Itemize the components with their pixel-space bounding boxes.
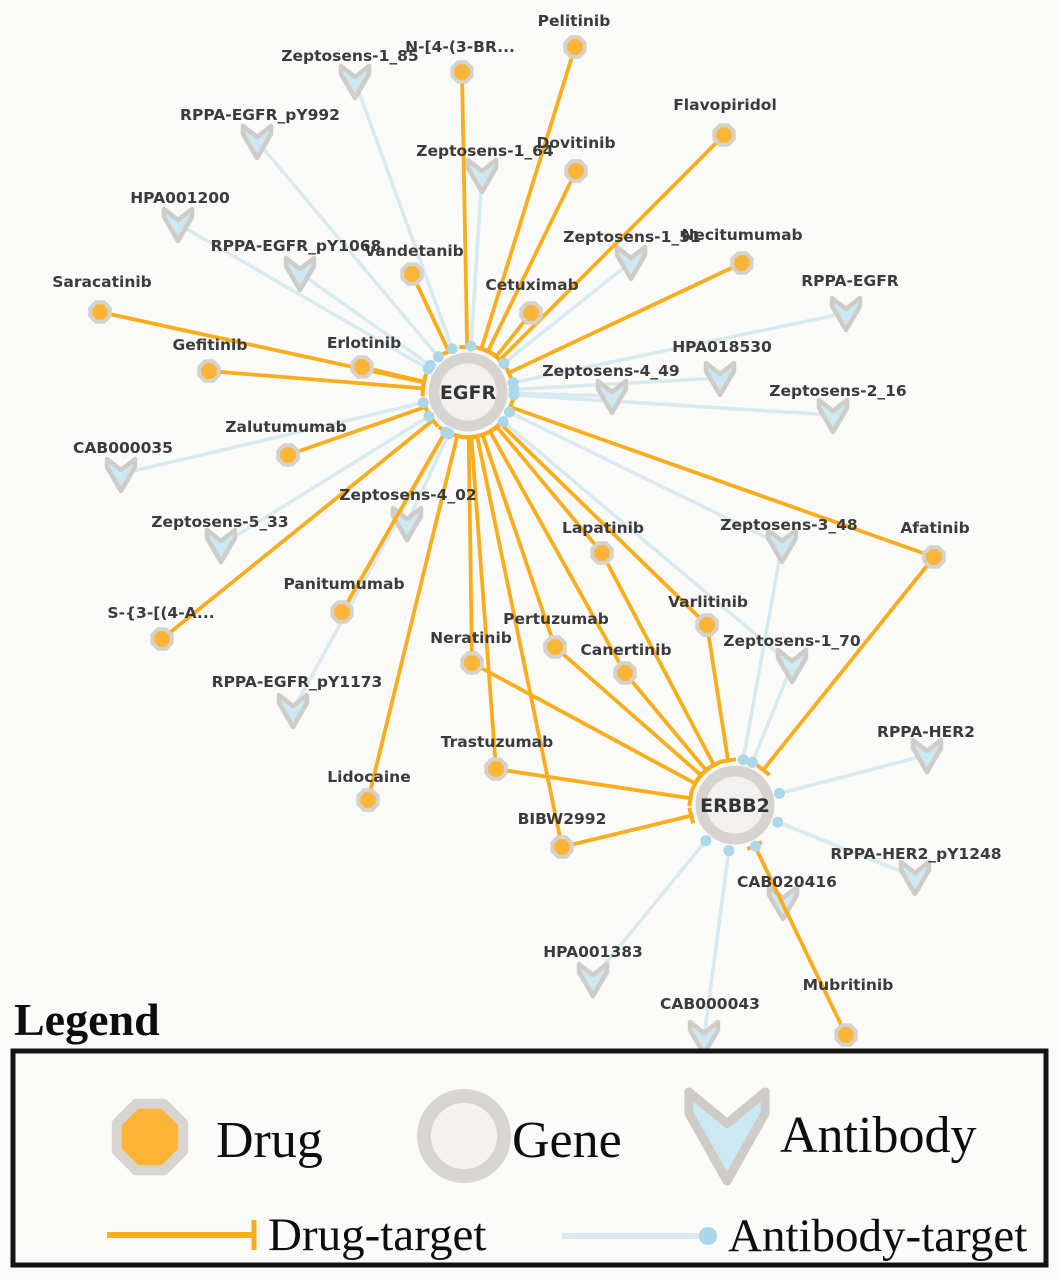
antibody-node-hpa001200[interactable] (164, 209, 192, 241)
edge-zeptosens_1_64-egfr (471, 175, 482, 346)
antibody-node-rppa_her2[interactable] (913, 740, 941, 772)
drug-node-neratinib[interactable] (462, 653, 481, 672)
legend-gene-label: Gene (512, 1112, 622, 1169)
edge-dot-zeptosens_1_51 (498, 358, 509, 369)
drug-label-n4_3br: N-[4-(3-BR... (405, 38, 515, 56)
edge-tee-erlotinib (422, 374, 426, 390)
drug-label-lidocaine: Lidocaine (327, 768, 411, 786)
drug-label-erlotinib: Erlotinib (326, 334, 402, 352)
drug-node-bibw2992[interactable] (552, 837, 571, 856)
drug-label-pertuzumab: Pertuzumab (503, 610, 609, 628)
drug-node-flavopiridol[interactable] (714, 125, 733, 144)
antibody-node-zeptosens_1_64[interactable] (468, 160, 496, 192)
drug-label-mubritinib: Mubritinib (802, 976, 894, 994)
labels-layer (52, 12, 1001, 1013)
edge-dot-rppa_her2 (774, 788, 785, 799)
antibody-label-zeptosens_1_70: Zeptosens-1_70 (723, 632, 861, 650)
drug-label-dovitinib: Dovitinib (536, 134, 616, 152)
antibody-label-hpa001383: HPA001383 (543, 943, 643, 961)
antibody-node-zeptosens_3_48[interactable] (768, 530, 796, 562)
legend-title: Legend (14, 994, 160, 1045)
gene-swatch-icon (424, 1096, 504, 1176)
drug-node-pertuzumab[interactable] (545, 637, 564, 656)
edge-zeptosens_1_70-egfr (503, 422, 792, 665)
edge-dot-zeptosens_1_64 (465, 341, 476, 352)
drug-node-varlitinib[interactable] (697, 615, 716, 634)
drug-label-cetuximab: Cetuximab (485, 276, 579, 294)
edge-dot-cab000035 (418, 397, 429, 408)
edge-n4_3br-egfr (462, 72, 467, 347)
drug-node-cetuximab[interactable] (521, 303, 540, 322)
edge-dot-zeptosens_1_70 (498, 416, 509, 427)
drug-label-neratinib: Neratinib (430, 629, 512, 647)
edge-canertinib-erbb2 (625, 673, 706, 770)
antibody-node-rppa_her2_py1248[interactable] (901, 862, 929, 894)
edge-dot-cab000043 (723, 845, 734, 856)
edge-tee-trastuzumab (689, 790, 691, 806)
gene-label-egfr: EGFR (439, 382, 497, 404)
antibody-node-zeptosens_1_51[interactable] (617, 247, 645, 279)
drug-label-panitumumab: Panitumumab (283, 575, 405, 593)
drug-label-varlitinib: Varlitinib (667, 593, 749, 611)
drug-swatch-icon (117, 1104, 183, 1171)
drug-node-afatinib[interactable] (924, 547, 943, 566)
drug-node-trastuzumab[interactable] (486, 759, 505, 778)
drug-label-s3_4a: S-{3-[(4-A... (107, 604, 215, 622)
edge-dot-zeptosens_2_16 (508, 389, 519, 400)
legend-antibody-target-label: Antibody-target (728, 1210, 1028, 1262)
legend-drug-label: Drug (216, 1112, 323, 1169)
drug-node-necitumumab[interactable] (732, 253, 751, 272)
drug-label-saracatinib: Saracatinib (52, 273, 152, 291)
edge-dot-zeptosens_1_85 (447, 343, 458, 354)
edge-dot-zeptosens_1_70 (747, 757, 758, 768)
antibody-label-cab000035: CAB000035 (73, 439, 173, 457)
drug-label-bibw2992: BIBW2992 (517, 810, 607, 828)
drug-label-gefitinib: Gefitinib (172, 336, 248, 354)
antibody-node-zeptosens_2_16[interactable] (819, 400, 847, 432)
antibody-node-rppa_egfr[interactable] (832, 298, 860, 330)
drug-node-zalutumumab[interactable] (278, 445, 297, 464)
antibody-label-cab020416: CAB020416 (737, 873, 837, 891)
drug-node-vandetanib[interactable] (402, 264, 421, 283)
legend-antibody-label: Antibody (780, 1107, 977, 1164)
antibody-node-hpa001383[interactable] (579, 964, 607, 996)
drug-label-pelitinib: Pelitinib (537, 12, 611, 30)
antibody-label-zeptosens_1_64: Zeptosens-1_64 (416, 142, 554, 160)
edge-dot-zeptosens_5_33 (423, 411, 434, 422)
drug-node-erlotinib[interactable] (352, 357, 371, 376)
drug-label-zalutumumab: Zalutumumab (225, 418, 347, 436)
drug-node-gefitinib[interactable] (199, 361, 218, 380)
edge-dot-cab020416 (750, 841, 761, 852)
antibody-node-zeptosens_1_70[interactable] (778, 650, 806, 682)
antibody-node-zeptosens_5_33[interactable] (207, 530, 235, 562)
drug-node-n4_3br[interactable] (452, 62, 471, 81)
antibody-label-rppa_her2_py1248: RPPA-HER2_pY1248 (830, 845, 1002, 863)
antibody-label-rppa_egfr: RPPA-EGFR (801, 272, 899, 290)
antibody-node-zeptosens_1_85[interactable] (341, 66, 369, 98)
antibody-label-zeptosens_1_51: Zeptosens-1_51 (563, 228, 701, 246)
antibody-label-rppa_her2: RPPA-HER2 (877, 723, 975, 741)
antibody-label-zeptosens_3_48: Zeptosens-3_48 (720, 516, 858, 534)
antibody-node-cab000035[interactable] (107, 459, 135, 491)
drug-node-dovitinib[interactable] (566, 161, 585, 180)
edge-dot-rppa_her2_py1248 (772, 817, 783, 828)
edge-dot-zeptosens_3_48 (504, 407, 515, 418)
antibody-label-rppa_egfr_py1068: RPPA-EGFR_pY1068 (210, 237, 382, 255)
antibody-node-rppa_egfr_py1173[interactable] (279, 695, 307, 727)
edge-dot-rppa_egfr_py992 (433, 351, 444, 362)
antibody-node-rppa_egfr_py1068[interactable] (286, 258, 314, 290)
antibody-label-hpa018530: HPA018530 (672, 338, 772, 356)
edge-tee-bibw2992 (689, 808, 693, 824)
antibody-label-zeptosens_5_33: Zeptosens-5_33 (151, 513, 289, 531)
antibody-label-rppa_egfr_py992: RPPA-EGFR_pY992 (180, 106, 340, 124)
drug-node-lapatinib[interactable] (592, 543, 611, 562)
edge-tee-varlitinib (720, 759, 736, 761)
edge-dot-hpa001383 (700, 835, 711, 846)
edge-zeptosens_4_02-egfr (407, 434, 449, 523)
drug-node-saracatinib[interactable] (90, 302, 109, 321)
drug-label-afatinib: Afatinib (900, 519, 970, 537)
antibody-label-zeptosens_2_16: Zeptosens-2_16 (769, 382, 907, 400)
edge-rppa_her2-erbb2 (780, 755, 927, 793)
gene-label-erbb2: ERBB2 (700, 795, 770, 817)
antibody-label-cab000043: CAB000043 (660, 995, 760, 1013)
antibody-target-swatch-dot (699, 1227, 717, 1245)
antibody-label-zeptosens_4_49: Zeptosens-4_49 (542, 362, 680, 380)
antibody-node-hpa018530[interactable] (706, 363, 734, 395)
antibody-label-zeptosens_1_85: Zeptosens-1_85 (281, 47, 419, 65)
drug-label-trastuzumab: Trastuzumab (440, 733, 554, 751)
antibody-label-zeptosens_4_02: Zeptosens-4_02 (339, 486, 477, 504)
drug-node-s3_4a[interactable] (152, 629, 171, 648)
edge-dot-rppa_egfr_py1068 (425, 360, 436, 371)
edge-zeptosens_1_85-egfr (355, 81, 452, 349)
edge-dot-rppa_egfr_py1173 (440, 427, 451, 438)
drug-label-canertinib: Canertinib (580, 641, 672, 659)
legend (13, 994, 1046, 1265)
antibody-label-hpa001200: HPA001200 (130, 189, 230, 207)
drug-label-necitumumab: Necitumumab (681, 226, 803, 244)
drug-label-lapatinib: Lapatinib (561, 519, 645, 537)
drug-node-lidocaine[interactable] (358, 790, 377, 809)
antibody-label-rppa_egfr_py1173: RPPA-EGFR_pY1173 (211, 673, 383, 691)
drug-node-pelitinib[interactable] (565, 37, 584, 56)
drug-node-canertinib[interactable] (615, 663, 634, 682)
drug-label-vandetanib: Vandetanib (364, 242, 464, 260)
drug-label-flavopiridol: Flavopiridol (673, 96, 777, 114)
legend-drug-target-label: Drug-target (268, 1209, 487, 1261)
edge-trastuzumab-erbb2 (496, 769, 691, 798)
drug-node-panitumumab[interactable] (332, 602, 351, 621)
drug-node-mubritinib[interactable] (836, 1025, 855, 1044)
